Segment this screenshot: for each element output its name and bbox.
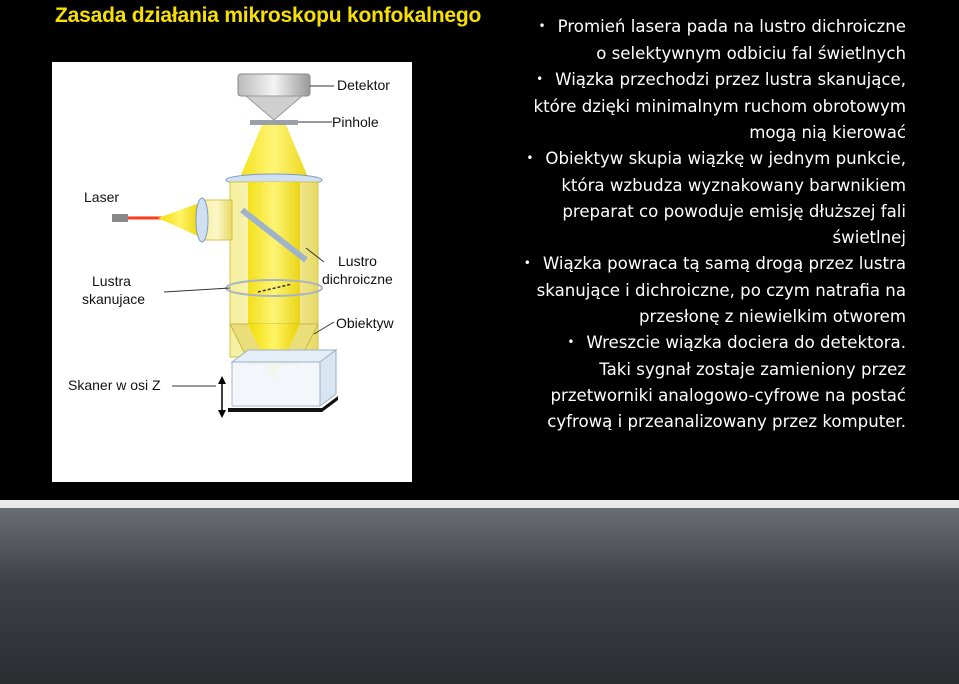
list-item-continuation [500,383,906,409]
list-item-continuation [500,304,906,330]
list-item-continuation [500,173,906,199]
detector-cone [246,96,302,120]
line: Obiektyw skupia wiązkę w jednym punkcie, [545,149,906,168]
z-arrow-down [218,410,226,418]
bullet-icon: • [523,256,531,270]
bullet-icon: • [567,335,575,349]
line: skanujące i dichroiczne, po czym natrafia na [536,281,906,300]
side-lens [196,198,208,242]
list-item-continuation [500,357,906,383]
line: Taki sygnał zostaje zamieniony przez [599,360,906,379]
label-lustra-2: skanujace [82,291,146,307]
sample-box [232,362,320,406]
label-lustro-2: dichroiczne [322,271,393,287]
line: Wreszcie wiązka dociera do detektora. [586,333,906,352]
line: która wzbudza wyznakowany barwnikiem [561,176,906,195]
bullet-icon: • [538,19,546,33]
sample-box-top [232,350,336,362]
slide-title: Zasada działania mikroskopu konfokalnego [55,4,482,27]
confocal-microscope-diagram [52,62,412,482]
list-item-continuation [500,409,906,435]
bullet-icon: • [536,72,544,86]
line: Promień lasera pada na lustro dichroiczne [557,17,906,36]
leader-lustra [164,288,230,292]
laser-emitter [112,214,128,222]
list-item-continuation [500,120,906,146]
detector-body [238,74,310,96]
line: Wiązka powraca tą samą drogą przez lustra [542,254,906,273]
label-lustra-1: Lustra [92,273,131,289]
list-item [500,14,906,41]
label-lustro-1: Lustro [338,253,377,269]
z-arrow-up [218,376,226,384]
label-skaner: Skaner w osi Z [68,377,161,393]
list-item-continuation [500,225,906,251]
line: które dzięki minimalnym ruchom obrotowym [533,97,906,116]
line: przetworniki analogowo-cyfrowe na postać [550,386,906,405]
list-item [500,330,906,357]
line: mogą nią kierować [749,123,906,142]
list-item-continuation [500,199,906,225]
laser-cone [158,202,202,238]
list-item [500,251,906,278]
list-item-continuation [500,278,906,304]
label-obiektyw: Obiektyw [336,315,394,331]
line: świetlnej [832,228,906,247]
line: preparat co powoduje emisję dłuższej fali [562,202,906,221]
label-pinhole: Pinhole [332,114,379,130]
list-item [500,67,906,94]
list-item [500,146,906,173]
diagram-svg [52,62,412,482]
line: Wiązka przechodzi przez lustra skanujące, [555,70,906,89]
upper-beam-cone [238,125,310,182]
bottom-panel [0,500,959,684]
description-list [500,14,906,435]
list-item-continuation [500,41,906,67]
line: o selektywnym odbiciu fal świetlnych [596,44,906,63]
line: cyfrową i przeanalizowany przez komputer. [547,412,906,431]
label-detektor: Detektor [337,77,390,93]
divider [0,500,959,508]
label-laser: Laser [84,189,120,205]
list-item-continuation [500,94,906,120]
pinhole-plate [250,120,298,125]
bullet-icon: • [526,151,534,165]
line: przesłonę z niewielkim otworem [639,307,906,326]
